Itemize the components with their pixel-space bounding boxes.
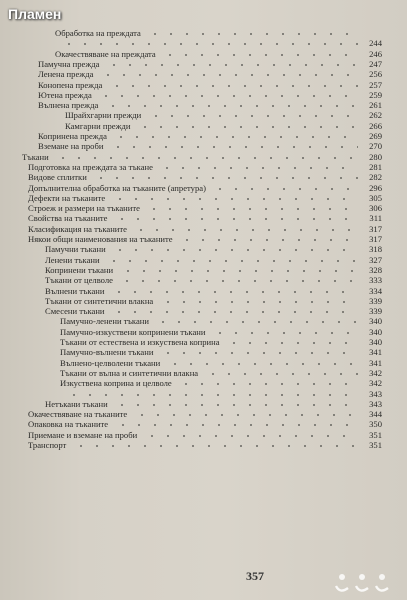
toc-entry-label: Тъкани от вълна и синтетични влакна — [60, 367, 199, 378]
bazar-logo-icon — [326, 564, 404, 598]
dot-leader — [115, 419, 358, 429]
toc-entry-label: Копринени тъкани — [45, 264, 114, 275]
toc-entry-page: 351 — [369, 440, 382, 450]
dot-leader — [111, 286, 358, 296]
toc-entry-page: 341 — [369, 347, 382, 358]
toc-entry — [28, 419, 382, 429]
toc-entry-label: Тъкани — [22, 151, 49, 162]
toc-entry-page: 343 — [369, 398, 382, 409]
dot-leader — [134, 409, 358, 419]
toc-entry-page: 266 — [369, 120, 382, 131]
dot-leader — [112, 193, 358, 203]
toc-entry-label: Смесени тъкани — [45, 306, 105, 317]
toc-entry — [22, 152, 382, 162]
dot-leader — [113, 131, 358, 141]
dot-leader — [133, 224, 358, 234]
dot-leader — [167, 358, 358, 368]
toc-entry-page: 317 — [369, 234, 382, 244]
toc-entry — [28, 162, 382, 172]
dot-leader — [98, 90, 358, 100]
toc-entry-page: 340 — [369, 326, 382, 337]
toc-entry — [38, 69, 382, 79]
toc-entry — [45, 306, 382, 316]
toc-entry — [45, 275, 382, 285]
toc-entry — [28, 409, 382, 419]
toc-entry-page: 269 — [369, 131, 382, 141]
toc-entry-page: 262 — [369, 110, 382, 121]
toc-entry-page: 344 — [369, 409, 382, 420]
toc-entry — [38, 131, 382, 141]
toc-entry-label: Транспорт — [28, 440, 67, 450]
toc-entry-label: Памучно-вълнени тъкани — [60, 347, 154, 358]
toc-entry-page: 259 — [369, 89, 382, 100]
toc-entry — [28, 183, 382, 193]
dot-leader — [100, 69, 358, 79]
toc-entry-page: 342 — [369, 367, 382, 378]
toc-entry-label: Ленени тъкани — [45, 254, 100, 265]
toc-entry — [45, 286, 382, 296]
toc-entry-label: Свойства на тъканите — [28, 213, 108, 224]
toc-entry — [55, 49, 382, 59]
toc-entry-page: 261 — [369, 100, 382, 111]
toc-entry-label: Видове сплитки — [28, 172, 87, 183]
toc-entry-label: Дефекти на тъканите — [28, 192, 106, 203]
toc-entry-label: Шрайхгарни прежди — [65, 110, 142, 121]
toc-entry — [60, 378, 382, 388]
toc-entry-label: Опаковка на тъканите — [28, 419, 109, 430]
toc-entry — [28, 213, 382, 223]
toc-entry-label: Вземане на проби — [38, 141, 104, 152]
toc-entry-page: 257 — [369, 79, 382, 90]
toc-entry-page: 342 — [369, 378, 382, 389]
toc-entry — [60, 358, 382, 368]
toc-entry — [45, 296, 382, 306]
toc-entry-label: Строеж и размери на тъканите — [28, 203, 140, 214]
toc-entry-page: 327 — [369, 254, 382, 265]
toc-entry-page: 318 — [369, 244, 382, 255]
page-number: 357 — [246, 569, 264, 583]
dot-leader — [55, 152, 358, 162]
toc-entry-page: 306 — [369, 203, 382, 214]
dot-leader — [66, 389, 358, 399]
toc-entry-page: 296 — [369, 182, 382, 193]
dot-leader — [120, 265, 358, 275]
toc-entry — [28, 430, 382, 440]
toc-entry-page: 343 — [369, 388, 382, 399]
dot-leader — [61, 38, 358, 48]
toc-entry-page: 317 — [369, 223, 382, 234]
dot-leader — [212, 183, 358, 193]
toc-entry-label: Памучно-изкуствени копринени тъкани — [60, 326, 206, 337]
toc-entry-page: 334 — [369, 285, 382, 296]
toc-entry — [45, 265, 382, 275]
dot-leader — [112, 244, 358, 254]
toc-entry-label: Тъкани от синтетични влакна — [45, 295, 154, 306]
toc-entry-label: Някои общи наименования на тъканите — [28, 234, 173, 244]
toc-entry-label: Ленена прежда — [38, 69, 94, 80]
toc-entry-page: 333 — [369, 275, 382, 286]
toc-entry — [28, 234, 382, 244]
toc-entry — [45, 399, 382, 409]
toc-entry — [45, 255, 382, 265]
toc-entry-label: Класификация на тъканите — [28, 223, 127, 234]
toc-entry — [45, 244, 382, 254]
toc-entry-page: 350 — [369, 419, 382, 430]
dot-leader — [162, 49, 358, 59]
dot-leader — [159, 162, 358, 172]
dot-leader — [226, 337, 358, 347]
toc-entry — [65, 110, 382, 120]
toc-entry-page: 339 — [369, 306, 382, 317]
toc-entry — [60, 389, 382, 399]
toc-entry-label: Вълнено-целволени тъкани — [60, 357, 161, 368]
toc-entry — [28, 203, 382, 213]
toc-entry-label: Подготовка на преждата за тъкане — [28, 161, 153, 172]
toc-entry-label: Тъкани от целволе — [45, 275, 113, 286]
toc-entry — [60, 347, 382, 357]
toc-entry-label: Нетъкани тъкани — [45, 398, 108, 409]
dot-leader — [146, 203, 358, 213]
toc-entry-label: Тъкани от естествена и изкуствена коприна — [60, 337, 220, 347]
toc-entry — [60, 368, 382, 378]
toc-entry — [55, 38, 382, 48]
dot-leader — [148, 110, 358, 120]
toc-entry-page: 340 — [369, 316, 382, 327]
dot-leader — [160, 347, 358, 357]
toc-entry-label: Обработка на преждата — [55, 28, 141, 38]
toc-entry-page: 270 — [369, 141, 382, 152]
toc-entry-label: Камгарни прежди — [65, 120, 131, 131]
toc-entry-label: Памучни тъкани — [45, 244, 106, 255]
dot-leader — [109, 80, 358, 90]
toc-entry-page: 341 — [369, 357, 382, 368]
toc-entry-page: 305 — [369, 192, 382, 203]
dot-leader — [110, 141, 358, 151]
toc-entry-label: Окачествяване на преждата — [55, 48, 156, 59]
dot-leader — [106, 59, 358, 69]
toc-entry-page: 340 — [369, 337, 382, 347]
dot-leader — [147, 28, 358, 38]
toc-entry-page: 311 — [369, 213, 382, 224]
toc-entry — [38, 80, 382, 90]
dot-leader — [119, 275, 358, 285]
dot-leader — [160, 296, 358, 306]
dot-leader — [212, 327, 358, 337]
toc-entry-page: 246 — [369, 48, 382, 59]
dot-leader — [93, 172, 358, 182]
toc-entry — [28, 440, 382, 450]
dot-leader — [205, 368, 358, 378]
toc-entry — [60, 327, 382, 337]
toc-entry-label: Допълнителна обработка на тъканите (апретура) — [28, 182, 206, 193]
toc-entry-label: Изкуствена коприна и целволе — [60, 378, 172, 389]
toc-entry — [38, 141, 382, 151]
toc-entry-page: 328 — [369, 264, 382, 275]
toc-entry-label: Вълнени тъкани — [45, 285, 105, 296]
toc-entry-page: 280 — [369, 151, 382, 162]
toc-entry — [38, 59, 382, 69]
toc-entry-page: 351 — [369, 429, 382, 440]
dot-leader — [114, 399, 358, 409]
dot-leader — [144, 430, 358, 440]
toc-entry-page: 244 — [369, 38, 382, 49]
dot-leader — [114, 213, 358, 223]
toc-entry — [28, 172, 382, 182]
toc-entry-page: 247 — [369, 58, 382, 69]
toc-entry-label: Приемане и вземане на проби — [28, 429, 138, 440]
toc-entry — [55, 28, 382, 38]
toc-entry-page: 339 — [369, 295, 382, 306]
toc-entry-label: Конопена прежда — [38, 79, 103, 90]
dot-leader — [155, 316, 358, 326]
dot-leader — [178, 378, 358, 388]
toc-entry — [65, 121, 382, 131]
toc-entry — [28, 193, 382, 203]
dot-leader — [106, 255, 358, 265]
toc-entry-label: Памучно-ленени тъкани — [60, 316, 149, 327]
seller-watermark: Пламен — [8, 6, 62, 22]
toc-entry — [38, 100, 382, 110]
dot-leader — [137, 121, 358, 131]
toc-entry-page: 281 — [369, 161, 382, 172]
toc-entry-label: Памучна прежда — [38, 58, 100, 69]
dot-leader — [73, 440, 358, 450]
dot-leader — [111, 306, 358, 316]
toc-entry-label: Окачествяване на тъканите — [28, 409, 128, 420]
toc-entry — [60, 337, 382, 347]
toc-entry — [38, 90, 382, 100]
toc-entry-page: 282 — [369, 172, 382, 183]
toc-entry — [28, 224, 382, 234]
toc-entry-label: Копринена прежда — [38, 131, 107, 141]
dot-leader — [105, 100, 358, 110]
toc-entry-label: Вълнена прежда — [38, 100, 99, 111]
toc-entry-page: 256 — [369, 69, 382, 80]
dot-leader — [179, 234, 358, 244]
toc-entry — [60, 316, 382, 326]
toc-entry-label: Ютена прежда — [38, 89, 92, 100]
